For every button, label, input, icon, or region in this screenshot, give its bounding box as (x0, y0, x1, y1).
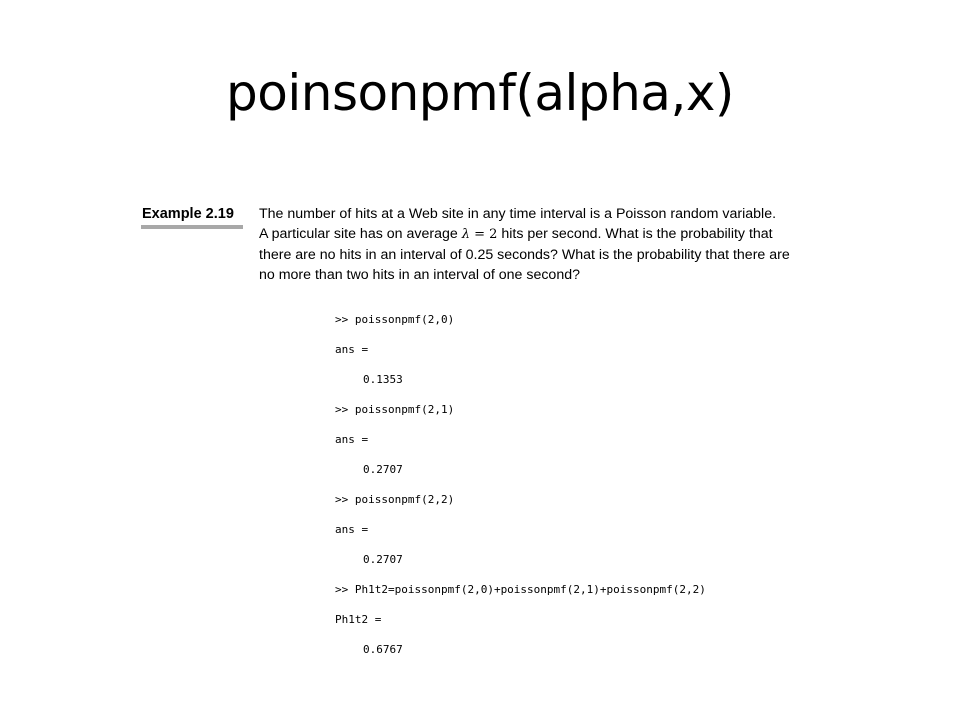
console-answer-label: Ph1t2 = (335, 613, 382, 626)
problem-line-3: there are no hits in an interval of 0.25 seconds? What is the probability that there are (259, 247, 790, 263)
problem-line-2-before: A particular site has on average (259, 226, 462, 242)
console-answer-label: ans = (335, 523, 369, 536)
console-answer-value: 0.2707 (363, 553, 403, 566)
console-answer-label: ans = (335, 343, 369, 356)
example-label: Example 2.19 (142, 206, 234, 222)
console-answer-label: ans = (335, 433, 369, 446)
console-command: >> poissonpmf(2,2) (335, 493, 455, 506)
problem-line-4: no more than two hits in an interval of one second? (259, 267, 580, 283)
example-problem-text (259, 204, 819, 285)
console-answer-value: 0.2707 (363, 463, 403, 476)
console-command: >> Ph1t2=poissonpmf(2,0)+poissonpmf(2,1)+poissonpmf(2,2) (335, 583, 706, 596)
lambda-symbol: λ (461, 227, 470, 242)
problem-line-2 (259, 224, 819, 245)
slide-title: poinsonpmf(alpha,x) (226, 64, 734, 122)
console-answer-value: 0.1353 (363, 373, 403, 386)
problem-line-2-after: hits per second. What is the probability that (497, 226, 773, 242)
console-command: >> poissonpmf(2,0) (335, 313, 455, 326)
lambda-value: 2 (489, 227, 498, 242)
problem-line-1: The number of hits at a Web site in any time interval is a Poisson random variable. (259, 206, 777, 222)
example-underline-rule (141, 225, 243, 229)
console-command: >> poissonpmf(2,1) (335, 403, 455, 416)
console-answer-value: 0.6767 (363, 643, 403, 656)
equals-sign: = (469, 227, 490, 242)
